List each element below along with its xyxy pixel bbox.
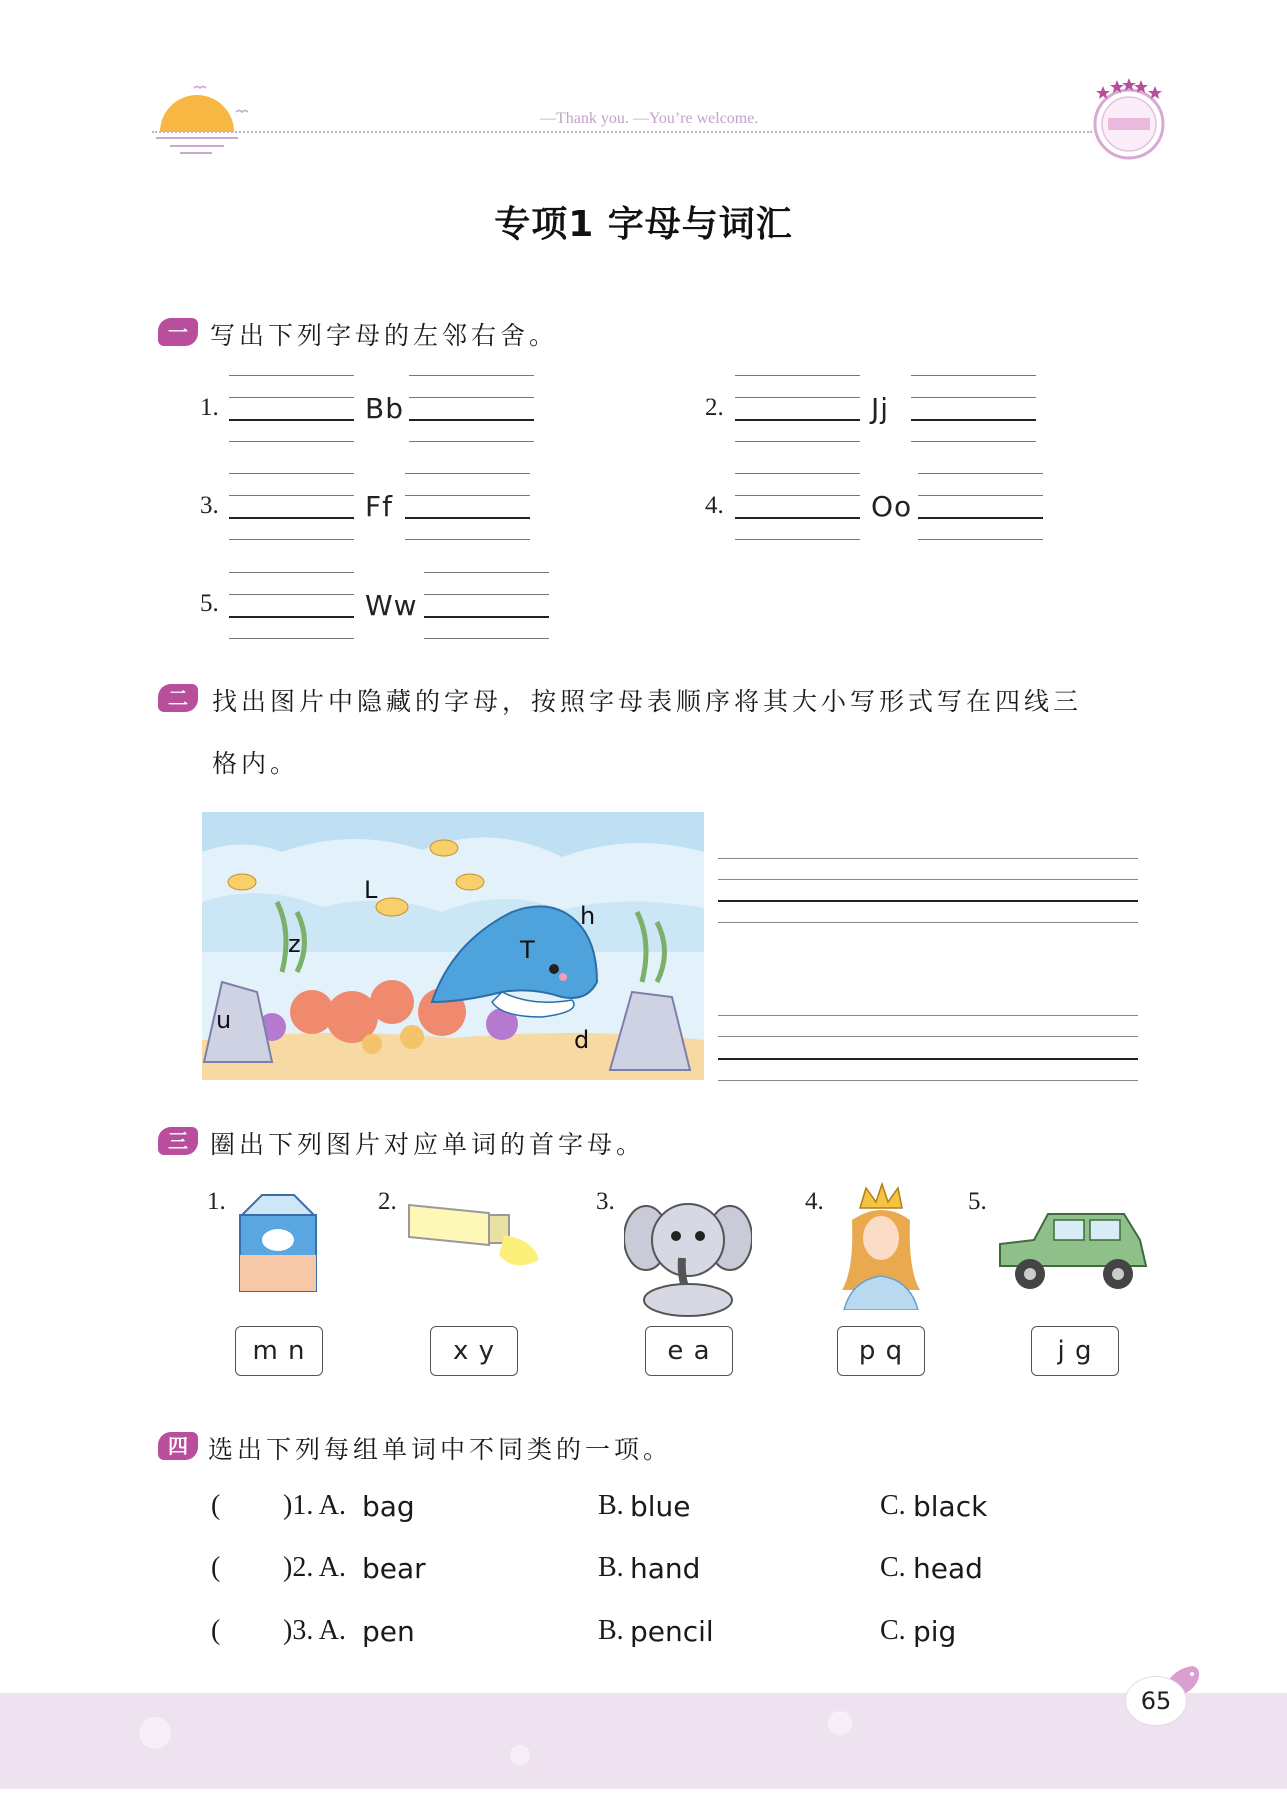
- item-number: 2.: [705, 394, 724, 421]
- item-number: 2.: [378, 1188, 397, 1215]
- section-instruction-3: 圈出下列图片对应单词的首字母。: [210, 1130, 646, 1159]
- section-instruction-2: 找出图片中隐藏的字母，按照字母表顺序将其大小写形式写在四线三: [212, 687, 1083, 716]
- option-c: head: [913, 1552, 983, 1585]
- letter-choice-box[interactable]: x y: [430, 1326, 518, 1376]
- option-c: black: [913, 1490, 988, 1523]
- item-number: 4.: [805, 1188, 824, 1215]
- letter-choice-box[interactable]: m n: [235, 1326, 323, 1376]
- section-badge-1: 一: [158, 318, 198, 346]
- glue-tube-picture: [404, 1195, 544, 1279]
- choice-row: [0, 1490, 1287, 1530]
- elephant-picture: [624, 1188, 752, 1322]
- section-badge-3: 三: [158, 1127, 198, 1155]
- hidden-letter: L: [364, 876, 378, 904]
- letter-pair: Ff: [365, 490, 393, 523]
- hidden-letter: T: [520, 936, 535, 964]
- header-sun-logo: [150, 82, 260, 157]
- section-instruction-1: 写出下列字母的左邻右舍。: [210, 321, 559, 350]
- option-b: pencil: [630, 1615, 714, 1648]
- option-b: hand: [630, 1552, 701, 1585]
- jeep-picture: [994, 1206, 1152, 1298]
- sun-icon: [150, 82, 260, 157]
- option-c-label: C.: [880, 1490, 906, 1521]
- queen-picture: [832, 1180, 930, 1314]
- letter-pair: Jj: [871, 392, 890, 425]
- item-number: 5.: [968, 1188, 987, 1215]
- writing-blank[interactable]: [911, 375, 1036, 441]
- option-b: blue: [630, 1490, 691, 1523]
- option-a: bag: [362, 1490, 415, 1523]
- letter-choice-box[interactable]: j g: [1031, 1326, 1119, 1376]
- footer-band: [0, 1693, 1287, 1789]
- hidden-letter: h: [580, 902, 596, 930]
- answer-paren[interactable]: (: [211, 1552, 221, 1583]
- question-label: )3. A.: [283, 1615, 346, 1646]
- header-divider: [152, 131, 1092, 133]
- hidden-letter: z: [288, 930, 301, 958]
- item-number: 1.: [200, 394, 219, 421]
- hidden-letter: u: [216, 1006, 232, 1034]
- answer-paren[interactable]: (: [211, 1615, 221, 1646]
- option-c: pig: [913, 1615, 957, 1648]
- option-a: pen: [362, 1615, 415, 1648]
- hidden-letter: d: [574, 1026, 590, 1054]
- section-instruction-2-cont: 格内。: [212, 749, 300, 778]
- header-tagline: —Thank you. —You’re welcome.: [540, 110, 759, 127]
- page-title: 专项1 字母与词汇: [494, 204, 793, 245]
- writing-blank[interactable]: [918, 473, 1043, 539]
- section-instruction-4: 选出下列每组单词中不同类的一项。: [208, 1435, 673, 1464]
- item-number: 5.: [200, 590, 219, 617]
- writing-blank[interactable]: [409, 375, 534, 441]
- writing-blank[interactable]: [735, 375, 860, 441]
- letter-pair: Ww: [365, 589, 418, 622]
- option-a: bear: [362, 1552, 426, 1585]
- option-c-label: C.: [880, 1615, 906, 1646]
- writing-blank[interactable]: [735, 473, 860, 539]
- option-b-label: B.: [598, 1552, 624, 1583]
- section-badge-2: 二: [158, 684, 198, 712]
- option-b-label: B.: [598, 1615, 624, 1646]
- brand-seal-logo: [1088, 76, 1170, 162]
- milk-carton-picture: [232, 1185, 324, 1299]
- question-label: )1. A.: [283, 1490, 346, 1521]
- page-number: 65: [1125, 1676, 1187, 1726]
- letter-pair: Bb: [365, 392, 404, 425]
- item-number: 3.: [596, 1188, 615, 1215]
- letter-pair: Oo: [871, 490, 913, 523]
- writing-blank[interactable]: [424, 572, 549, 638]
- writing-blank[interactable]: [229, 473, 354, 539]
- choice-row: [0, 1615, 1287, 1655]
- question-label: )2. A.: [283, 1552, 346, 1583]
- letter-choice-box[interactable]: e a: [645, 1326, 733, 1376]
- writing-blank[interactable]: [229, 375, 354, 441]
- section-badge-4: 四: [158, 1432, 198, 1460]
- letter-choice-box[interactable]: p q: [837, 1326, 925, 1376]
- ocean-scene-picture: [202, 812, 704, 1080]
- option-b-label: B.: [598, 1490, 624, 1521]
- item-number: 4.: [705, 492, 724, 519]
- item-number: 3.: [200, 492, 219, 519]
- item-number: 1.: [207, 1188, 226, 1215]
- writing-blank[interactable]: [229, 572, 354, 638]
- writing-blank[interactable]: [405, 473, 530, 539]
- answer-paren[interactable]: (: [211, 1490, 221, 1521]
- choice-row: [0, 1552, 1287, 1592]
- option-c-label: C.: [880, 1552, 906, 1583]
